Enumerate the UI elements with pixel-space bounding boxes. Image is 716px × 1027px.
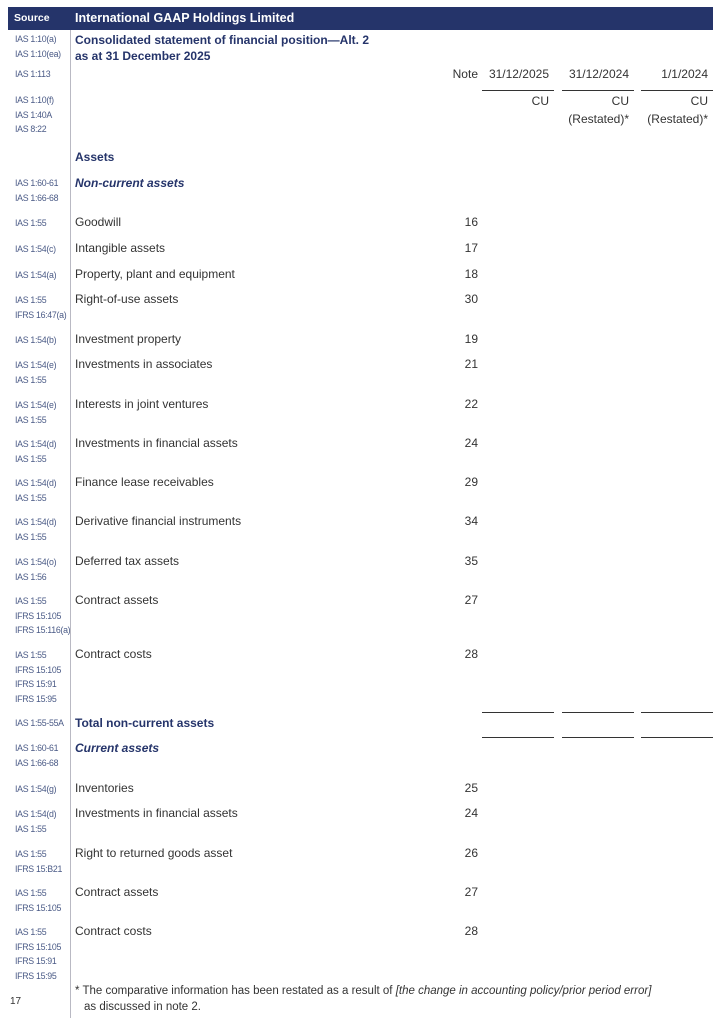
source-ref: IAS 1:54(a) xyxy=(15,270,57,280)
statement-date: as at 31 December 2025 xyxy=(75,49,211,63)
assets-heading: Assets xyxy=(75,150,115,164)
line-item-note: 34 xyxy=(464,514,478,528)
total-rule-bottom xyxy=(482,737,554,738)
source-ref: IAS 1:54(d) IAS 1:55 xyxy=(15,517,57,542)
source-ref: IAS 1:54(d) IAS 1:55 xyxy=(15,478,57,503)
line-item-note: 19 xyxy=(464,332,478,346)
source-ref: IAS 1:10(f) IAS 1:40A IAS 8:22 xyxy=(15,95,54,134)
non-current-assets-heading: Non-current assets xyxy=(75,176,185,190)
line-item-note: 29 xyxy=(464,475,478,489)
source-ref: IAS 1:55 IFRS 15:B21 xyxy=(15,849,63,874)
column-header-2024-opening: 1/1/2024 xyxy=(661,67,708,81)
line-item-note: 24 xyxy=(464,806,478,820)
statement-title: Consolidated statement of financial position—Alt. 2 xyxy=(75,33,370,47)
source-ref: IAS 1:10(a) IAS 1:10(ea) xyxy=(15,34,61,59)
line-item-note: 28 xyxy=(464,924,478,938)
source-ref: IAS 1:54(e) IAS 1:55 xyxy=(15,360,57,385)
column-header-rule xyxy=(641,90,713,91)
source-ref: IAS 1:54(c) xyxy=(15,244,56,254)
source-column-label: Source xyxy=(14,12,50,24)
line-item-note: 22 xyxy=(464,397,478,411)
line-item-note: 17 xyxy=(464,241,478,255)
line-item-label: Contract costs xyxy=(75,924,152,938)
column-header-rule xyxy=(482,90,554,91)
line-item-label: Right to returned goods asset xyxy=(75,846,233,860)
current-assets-heading: Current assets xyxy=(75,741,160,755)
source-ref: IAS 1:60-61 IAS 1:66-68 xyxy=(15,743,59,768)
source-column-divider xyxy=(70,30,71,1018)
company-name: International GAAP Holdings Limited xyxy=(75,11,295,25)
source-ref: IAS 1:60-61 IAS 1:66-68 xyxy=(15,178,59,203)
source-ref: IAS 1:55-55A xyxy=(15,718,64,728)
line-item-label: Interests in joint ventures xyxy=(75,397,209,411)
line-item-note: 26 xyxy=(464,846,478,860)
line-item-label: Intangible assets xyxy=(75,241,166,255)
total-rule-top xyxy=(562,712,634,713)
total-rule-bottom xyxy=(562,737,634,738)
line-item-note: 16 xyxy=(464,215,478,229)
line-item-label: Inventories xyxy=(75,781,134,795)
page-number: 17 xyxy=(10,996,22,1007)
line-item-note: 28 xyxy=(464,647,478,661)
total-rule-bottom xyxy=(641,737,713,738)
line-item-label: Derivative financial instruments xyxy=(75,514,242,528)
column-header-2024: 31/12/2024 xyxy=(568,67,629,81)
column-header-rule xyxy=(562,90,634,91)
source-ref: IAS 1:55 IFRS 15:105 IFRS 15:91 IFRS 15:95 xyxy=(15,927,62,981)
source-ref: IAS 1:54(b) xyxy=(15,335,57,345)
line-item-label: Contract costs xyxy=(75,647,152,661)
line-item-label: Finance lease receivables xyxy=(75,475,214,489)
line-item-note: 25 xyxy=(464,781,478,795)
line-item-label: Property, plant and equipment xyxy=(75,267,235,281)
source-ref: IAS 1:55 IFRS 15:105 xyxy=(15,888,62,913)
source-ref: IAS 1:55 IFRS 16:47(a) xyxy=(15,295,67,320)
line-item-label: Investments in financial assets xyxy=(75,806,238,820)
note-column-header: Note xyxy=(452,67,478,81)
line-item-note: 30 xyxy=(464,292,478,306)
currency-label: CU (Restated)* xyxy=(647,94,708,126)
line-item-label: Investments in financial assets xyxy=(75,436,238,450)
line-item-label: Goodwill xyxy=(75,215,122,229)
line-item-note: 35 xyxy=(464,554,478,568)
line-item-label: Contract assets xyxy=(75,885,159,899)
restatement-footnote: * The comparative information has been restated as a result of [the change in accounting policy/prior period error] xyxy=(75,985,652,997)
source-ref: IAS 1:54(d) IAS 1:55 xyxy=(15,439,57,464)
source-ref: IAS 1:54(g) xyxy=(15,784,57,794)
total-rule-top xyxy=(641,712,713,713)
line-item-note: 24 xyxy=(464,436,478,450)
source-ref: IAS 1:55 xyxy=(15,218,47,228)
source-ref: IAS 1:55 IFRS 15:105 IFRS 15:116(a) xyxy=(15,596,71,635)
total-rule-top xyxy=(482,712,554,713)
line-item-note: 27 xyxy=(464,593,478,607)
column-header-2025: 31/12/2025 xyxy=(488,67,549,81)
source-ref: IAS 1:55 IFRS 15:105 IFRS 15:91 IFRS 15:95 xyxy=(15,650,62,704)
line-item-label: Investment property xyxy=(75,332,182,346)
line-item-label: Deferred tax assets xyxy=(75,554,180,568)
line-item-label: Investments in associates xyxy=(75,357,213,371)
source-ref: IAS 1:113 xyxy=(15,69,51,79)
total-non-current-assets: Total non-current assets xyxy=(75,716,215,730)
line-item-note: 18 xyxy=(464,267,478,281)
currency-label: CU (Restated)* xyxy=(568,94,629,126)
restatement-footnote-line2: as discussed in note 2. xyxy=(84,1001,201,1013)
header-bar xyxy=(8,7,713,30)
source-ref: IAS 1:54(e) IAS 1:55 xyxy=(15,400,57,425)
line-item-note: 21 xyxy=(464,357,478,371)
source-ref: IAS 1:54(o) IAS 1:56 xyxy=(15,557,57,582)
source-ref: IAS 1:54(d) IAS 1:55 xyxy=(15,809,57,834)
line-item-note: 27 xyxy=(464,885,478,899)
line-item-label: Right-of-use assets xyxy=(75,292,179,306)
currency-label: CU xyxy=(531,94,549,108)
line-item-label: Contract assets xyxy=(75,593,159,607)
